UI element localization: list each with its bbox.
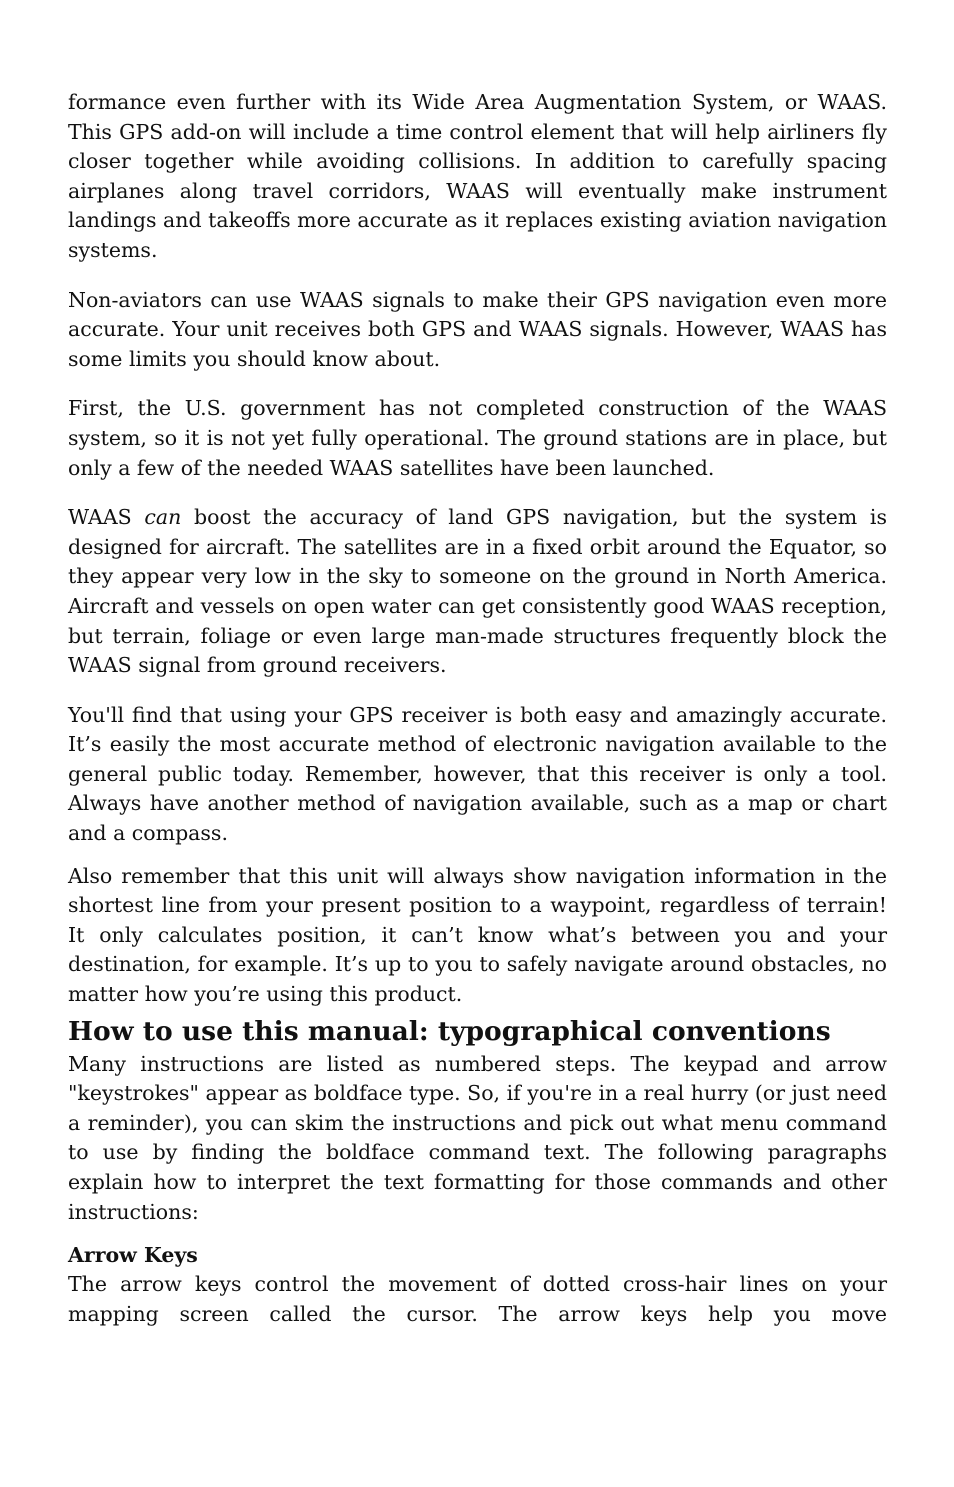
paragraph-waas-status: First, the U.S. government has not completed construction of the WAAS system, so it is not yet fully operational. The ground stations are in place, but only a few of the needed WAAS satellites have been launched. bbox=[68, 396, 887, 480]
waas-limits-lead: WAAS bbox=[68, 505, 145, 530]
section-heading-typographical-conventions: How to use this manual: typographical conventions bbox=[68, 1015, 831, 1047]
paragraph-waas-limits bbox=[68, 503, 887, 681]
paragraph-arrow-keys: The arrow keys control the movement of dotted cross-hair lines on your mapping screen called the cursor. The arrow keys help you move bbox=[68, 1272, 887, 1326]
subheading-arrow-keys: Arrow Keys bbox=[68, 1243, 198, 1268]
paragraph-shortest-line: Also remember that this unit will always show navigation information in the shortest line from your present position to a waypoint, regardless of terrain! It only calculates position, it can’t know what’s between you and your destination, for example. It’s up to you to safely navigate around obstacles, no matter how you’re using this product. bbox=[68, 863, 887, 1007]
paragraph-non-aviators: Non-aviators can use WAAS signals to make their GPS navigation even more accurate. Your unit receives both GPS and WAAS signals. However, WAAS has some limits you should know about. bbox=[68, 287, 887, 371]
paragraph-waas-intro: formance even further with its Wide Area Augmentation System, or WAAS. This GPS add-on will include a time control element that will help airliners fly closer together while avoiding collisions. In addition to carefully spacing airplanes along travel corridors, WAAS will eventually make instrument landings and takeoffs more accurate as it replaces existing aviation navigation systems. bbox=[68, 90, 887, 262]
waas-limits-emphasis: can bbox=[144, 505, 182, 530]
waas-limits-body: boost the accuracy of land GPS navigation, but the system is designed for aircraft. The satellites are in a fixed orbit around the Equator, so they appear very low in the sky to someone on the ground in North America. Aircraft and vessels on open water can get consistently good WAAS reception, but terrain, foliage or even large man-made structures frequently block the WAAS signal from ground receivers. bbox=[68, 505, 888, 678]
paragraph-conventions-intro: Many instructions are listed as numbered steps. The keypad and arrow "keystrokes" appear as boldface type. So, if you're in a real hurry (or just need a reminder), you can skim the instructions and pick out what menu command to use by finding the boldface command text. The following paragraphs explain how to interpret the text formatting for those commands and other instructions: bbox=[68, 1051, 887, 1224]
paragraph-accuracy: You'll find that using your GPS receiver is both easy and amazingly accurate. It’s easily the most accurate method of electronic navigation available to the general public today. Remember, however, that this receiver is only a tool. Always have another method of navigation available, such as a map or chart and a compass. bbox=[68, 702, 887, 846]
manual-page bbox=[68, 88, 887, 1329]
